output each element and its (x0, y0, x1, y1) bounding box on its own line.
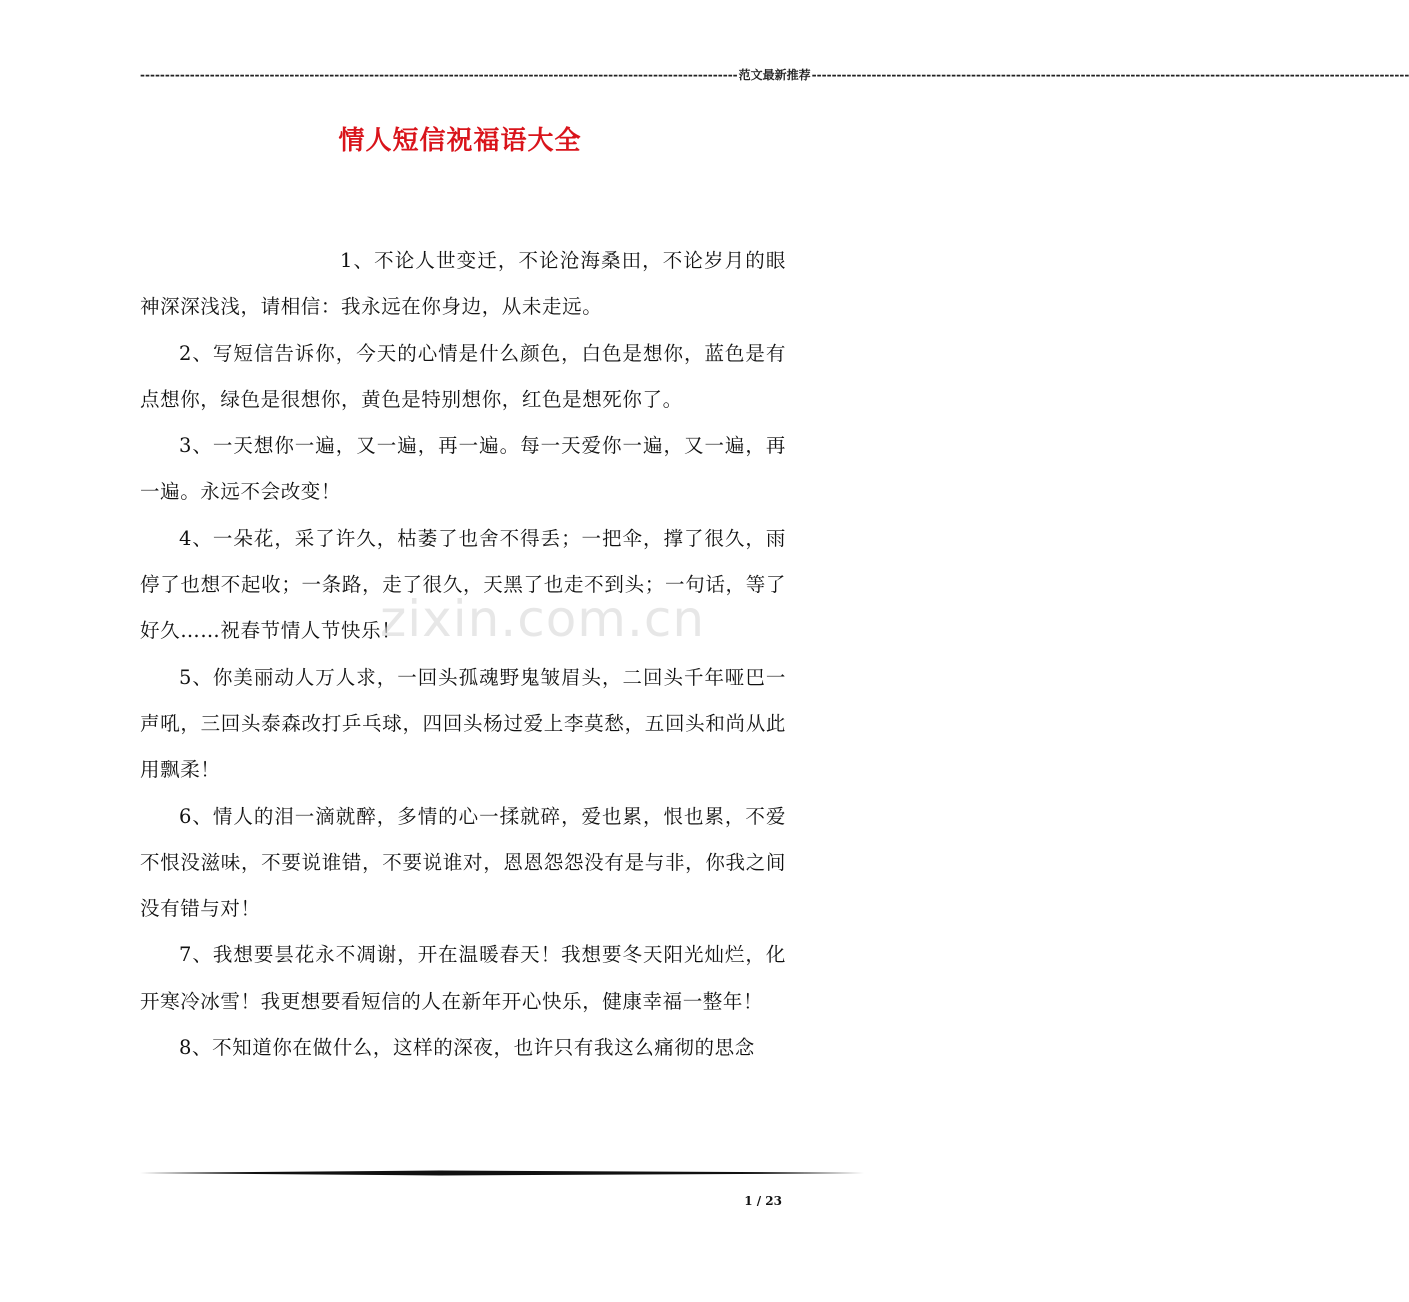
footer-rule (140, 1170, 864, 1176)
document-title: 情人短信祝福语大全 (338, 126, 582, 156)
paragraph-5: 5、你美丽动人万人求，一回头孤魂野鬼皱眉头，二回头千年哑巴一声吼，三回头泰森改打乒乓球，四回头杨过爱上李莫愁，五回头和尚从此用飘柔！ (140, 665, 786, 782)
paragraph-3: 3、一天想你一遍，又一遍，再一遍。每一天爱你一遍，又一遍，再一遍。永远不会改变！ (140, 434, 786, 504)
paragraph-6: 6、情人的泪一滴就醉，多情的心一揉就碎，爱也累，恨也累，不爱不恨没滋味，不要说谁错，不要说谁对，恩恩怨怨没有是与非，你我之间没有错与对！ (140, 804, 786, 921)
paragraph-2: 2、写短信告诉你，今天的心情是什么颜色，白色是想你，蓝色是有点想你，绿色是很想你，黄色是特别想你，红色是想死你了。 (140, 341, 786, 411)
header-dashes-right: ------------------------------------------------------------------------------------------------------------------------ (811, 67, 1409, 82)
header-dashes-left: ------------------------------------------------------------------------------------------------------------------------ (140, 67, 738, 82)
document-body (140, 238, 786, 1071)
paragraph-1: 1、不论人世变迁，不论沧海桑田，不论岁月的眼神深深浅浅，请相信：我永远在你身边，从未走远。 (140, 249, 786, 319)
paragraph-4: 4、一朵花，采了许久，枯萎了也舍不得丢；一把伞，撑了很久，雨停了也想不起收；一条路，走了很久，天黑了也走不到头；一句话，等了好久……祝春节情人节快乐！ (140, 526, 786, 643)
paragraph-8: 8、不知道你在做什么，这样的深夜，也许只有我这么痛彻的思念 (179, 1036, 755, 1060)
watermark: zixin.com.cn (380, 590, 706, 648)
paragraph-7: 7、我想要昙花永不凋谢，开在温暖春天！我想要冬天阳光灿烂，化开寒冷冰雪！我更想要看短信的人在新年开心快乐，健康幸福一整年！ (140, 943, 786, 1013)
page-header (140, 66, 1409, 83)
header-label: 范文最新推荐 (738, 68, 811, 82)
page-number: 1 / 23 (744, 1194, 782, 1208)
